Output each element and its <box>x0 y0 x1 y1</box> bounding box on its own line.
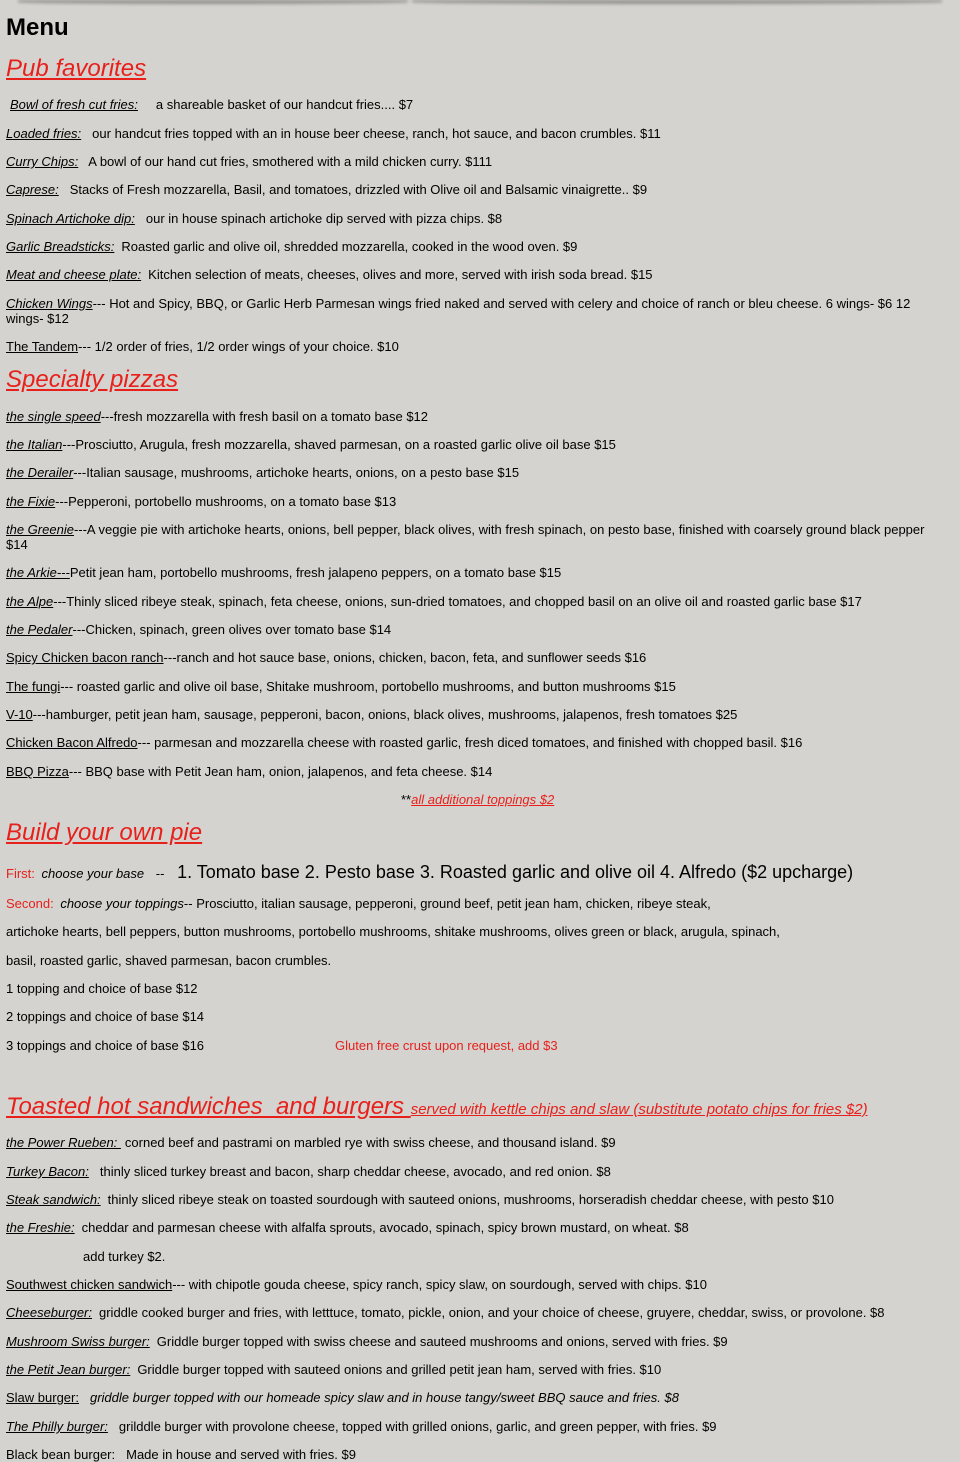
item-desc: Roasted garlic and olive oil, shredded mozzarella, cooked in the wood oven. $9 <box>121 239 578 254</box>
item-name: Garlic Breadsticks: <box>6 239 115 254</box>
toppings-list: -- Prosciutto, italian sausage, pepperoni, ground beef, petit jean ham, chicken, ribeye steak, <box>183 896 711 911</box>
item-desc: grilddle burger with provolone cheese, topped with grilled onions, garlic, and green pepper, with fries. $9 <box>118 1419 717 1434</box>
item-desc: Stacks of Fresh mozzarella, Basil, and tomatoes, drizzled with Olive oil and Balsamic vinaigrette.. $9 <box>69 182 648 197</box>
item-name: the Derailer <box>6 465 74 480</box>
item-desc: cheddar and parmesan cheese with alfalfa sprouts, avocado, spinach, spicy brown mustard, on wheat. $8 <box>81 1220 689 1235</box>
item-name: Spinach Artichoke dip: <box>6 211 135 226</box>
menu-item <box>6 494 396 509</box>
item-name: V-10 <box>6 707 33 722</box>
menu-item <box>6 1362 661 1377</box>
item-name: Spicy Chicken bacon ranch <box>6 650 164 665</box>
menu-item <box>6 679 676 694</box>
menu-item <box>6 1334 728 1349</box>
item-desc: ---Chicken, spinach, green olives over tomato base $14 <box>72 622 392 637</box>
section-heading-build-your-own: Build your own pie <box>6 819 203 846</box>
page-title: Menu <box>6 14 69 41</box>
menu-item <box>6 764 492 779</box>
item-desc: --- with chipotle gouda cheese, spicy ranch, spicy slaw, on sourdough, served with chips. $10 <box>172 1277 707 1292</box>
item-name: the Fixie <box>6 494 56 509</box>
item-name: Steak sandwich: <box>6 1192 101 1207</box>
item-desc: ---Thinly sliced ribeye steak, spinach, feta cheese, onions, sun-dried tomatoes, and chopped basil on an olive oil and roasted garlic base $17 <box>53 594 862 609</box>
price-tier: 3 toppings and choice of base $16 <box>6 1038 205 1053</box>
menu-item <box>6 339 399 354</box>
item-name: Cheeseburger: <box>6 1305 92 1320</box>
item-desc: ---A veggie pie with artichoke hearts, onions, bell pepper, black olives, with fresh spinach, on pesto base, finished with coarsely ground black pepper $14 <box>6 522 925 552</box>
item-desc: corned beef and pastrami on marbled rye with swiss cheese, and thousand island. $9 <box>124 1135 616 1150</box>
section-heading-specialty-pizzas: Specialty pizzas <box>6 366 179 393</box>
item-desc: ---ranch and hot sauce base, onions, chicken, bacon, feta, and sunflower seeds $16 <box>163 650 647 665</box>
item-name: Slaw burger: <box>6 1390 79 1405</box>
item-name: Loaded fries: <box>6 126 82 141</box>
menu-item <box>6 1390 679 1405</box>
section-heading-sandwiches: Toasted hot sandwiches and burgers <box>6 1093 411 1120</box>
item-name: the Alpe <box>6 594 54 609</box>
item-name: the Freshie: <box>6 1220 75 1235</box>
item-desc: --- 1/2 order of fries, 1/2 order wings of your choice. $10 <box>78 339 399 354</box>
item-name: Meat and cheese plate: <box>6 267 142 282</box>
menu-item <box>10 97 413 112</box>
note-text: all additional toppings $2 <box>411 792 555 807</box>
menu-item <box>6 522 946 552</box>
item-name: Chicken Wings <box>6 296 93 311</box>
item-desc: --- parmesan and mozzarella cheese with roasted garlic, fresh diced tomatoes, and finished with chopped basil. $16 <box>137 735 803 750</box>
menu-item <box>6 622 391 637</box>
item-name: the single speed <box>6 409 101 424</box>
section-heading-pub-favorites: Pub favorites <box>6 55 147 82</box>
item-desc: Griddle burger topped with sauteed onions and grilled petit jean ham, served with fries. $10 <box>137 1362 662 1377</box>
step-subtitle: choose your toppings <box>60 896 184 911</box>
menu-item <box>6 239 577 254</box>
item-name: The Tandem <box>6 339 79 354</box>
item-desc: ---Pepperoni, portobello mushrooms, on a tomato base $13 <box>55 494 397 509</box>
item-desc: --- Hot and Spicy, BBQ, or Garlic Herb Parmesan wings fried naked and served with celery and choice of ranch or bleu cheese. 6 wings- $6 12 wings- $12 <box>6 296 911 326</box>
item-name: Southwest chicken sandwich <box>6 1277 173 1292</box>
item-name: Turkey Bacon: <box>6 1164 89 1179</box>
price-tier: 1 topping and choice of base $12 <box>6 981 198 996</box>
menu-item <box>6 1419 717 1434</box>
item-desc: griddle cooked burger and fries, with letttuce, tomato, pickle, onion, and your choice of cheese, gruyere, cheddar, swiss, or provolone. $8 <box>99 1305 885 1320</box>
build-step-first <box>6 862 853 883</box>
item-name: the Pedaler <box>6 622 73 637</box>
item-name: Black bean burger: <box>6 1447 116 1462</box>
base-options: 1. Tomato base 2. Pesto base 3. Roasted garlic and olive oil 4. Alfredo ($2 upcharge) <box>177 862 854 882</box>
item-name: BBQ Pizza <box>6 764 69 779</box>
section-subheading: served with kettle chips and slaw (substitute potato chips for fries $2) <box>410 1101 868 1118</box>
price-tier: 2 toppings and choice of base $14 <box>6 1009 205 1024</box>
item-desc: Made in house and served with fries. $9 <box>126 1447 356 1462</box>
item-name: Chicken Bacon Alfredo <box>6 735 138 750</box>
item-desc: Griddle burger topped with swiss cheese and sauteed mushrooms and onions, served with fries. $9 <box>156 1334 728 1349</box>
item-desc: our handcut fries topped with an in house beer cheese, ranch, hot sauce, and bacon crumbles. $11 <box>92 126 661 141</box>
item-name: the Greenie <box>6 522 74 537</box>
step-separator: -- <box>155 866 165 881</box>
build-step-second <box>6 896 711 911</box>
menu-item <box>6 296 946 326</box>
toppings-list: basil, roasted garlic, shaved parmesan, bacon crumbles. <box>6 953 332 968</box>
menu-item <box>6 565 561 580</box>
toppings-list: artichoke hearts, bell peppers, button mushrooms, portobello mushrooms, shitake mushrooms, olives green or black, arugula, spinach, <box>6 924 780 939</box>
menu-item <box>6 267 653 282</box>
sandwich-heading-row <box>6 1093 868 1121</box>
menu-item <box>6 211 502 226</box>
item-desc: Kitchen selection of meats, cheeses, olives and more, served with irish soda bread. $15 <box>148 267 653 282</box>
menu-item <box>6 465 519 480</box>
menu-item-addon <box>83 1249 165 1264</box>
item-desc: ---Prosciutto, Arugula, fresh mozzarella, shaved parmesan, on a roasted garlic olive oil base $15 <box>62 437 616 452</box>
item-name: Bowl of fresh cut fries: <box>10 97 138 112</box>
menu-item <box>6 707 737 722</box>
gluten-free-note: Gluten free crust upon request, add $3 <box>335 1038 558 1053</box>
menu-item <box>6 182 647 197</box>
item-name: the Arkie--- <box>6 565 70 580</box>
item-desc: ---Italian sausage, mushrooms, artichoke hearts, onions, on a pesto base $15 <box>73 465 520 480</box>
menu-item <box>6 1164 611 1179</box>
item-desc: our in house spinach artichoke dip served with pizza chips. $8 <box>145 211 503 226</box>
menu-item <box>6 1135 616 1150</box>
item-desc: add turkey $2. <box>83 1249 166 1264</box>
item-desc: thinly sliced ribeye steak on toasted sourdough with sauteed onions, mushrooms, horseradish cheddar cheese, with pesto $10 <box>107 1192 834 1207</box>
item-name: the Italian <box>6 437 63 452</box>
menu-item <box>6 594 862 609</box>
menu-item <box>6 409 428 424</box>
item-desc: A bowl of our hand cut fries, smothered with a mild chicken curry. $111 <box>88 154 493 169</box>
step-label: Second: <box>6 896 54 911</box>
item-desc: griddle burger topped with our homeade spicy slaw and in house tangy/sweet BBQ sauce and fries. $8 <box>89 1390 679 1405</box>
step-subtitle: choose your base <box>41 866 145 881</box>
menu-item <box>6 1305 885 1320</box>
item-name: Caprese: <box>6 182 59 197</box>
menu-item <box>6 1447 356 1462</box>
toppings-note <box>401 792 554 807</box>
item-desc: Petit jean ham, portobello mushrooms, fresh jalapeno peppers, on a tomato base $15 <box>69 565 562 580</box>
menu-item <box>6 126 661 141</box>
menu-item <box>6 735 802 750</box>
item-desc: --- roasted garlic and olive oil base, Shitake mushroom, portobello mushrooms, and button mushrooms $15 <box>60 679 676 694</box>
item-name: The Philly burger: <box>6 1419 108 1434</box>
menu-item <box>6 437 616 452</box>
item-desc: ---fresh mozzarella with fresh basil on a tomato base $12 <box>100 409 429 424</box>
item-desc: a shareable basket of our handcut fries.... $7 <box>155 97 414 112</box>
top-shadow-right <box>412 0 942 4</box>
menu-item <box>6 650 646 665</box>
menu-item <box>6 1192 834 1207</box>
item-name: the Power Rueben: <box>6 1135 121 1150</box>
step-label: First: <box>6 866 35 881</box>
item-desc: thinly sliced turkey breast and bacon, sharp cheddar cheese, avocado, and red onion. $8 <box>99 1164 611 1179</box>
note-prefix: ** <box>401 792 412 807</box>
item-name: Mushroom Swiss burger: <box>6 1334 150 1349</box>
item-name: Curry Chips: <box>6 154 79 169</box>
menu-item <box>6 1220 689 1235</box>
item-name: The fungi <box>6 679 61 694</box>
item-desc: --- BBQ base with Petit Jean ham, onion, jalapenos, and feta cheese. $14 <box>68 764 493 779</box>
item-name: the Petit Jean burger: <box>6 1362 131 1377</box>
menu-item <box>6 154 492 169</box>
top-shadow-left <box>18 0 408 4</box>
item-desc: ---hamburger, petit jean ham, sausage, pepperoni, bacon, onions, black olives, mushrooms, jalapenos, fresh tomatoes $25 <box>32 707 738 722</box>
menu-item <box>6 1277 707 1292</box>
